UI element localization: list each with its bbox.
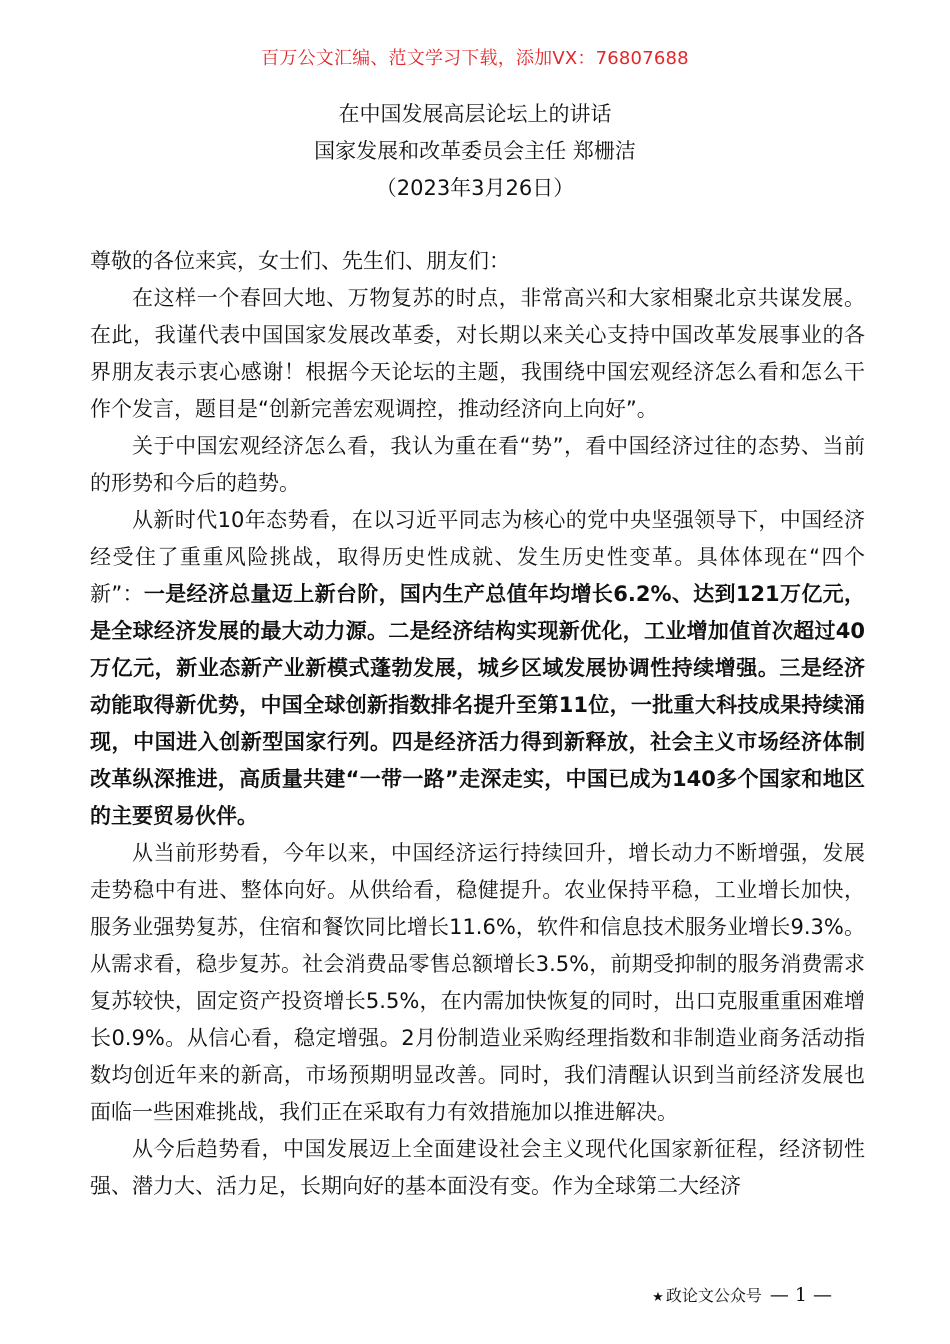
speech-title: 在中国发展高层论坛上的讲话 — [338, 102, 612, 126]
paragraph-decade-review — [90, 502, 865, 835]
decade-review-intro: 从新时代10年态势看，在以习近平同志为核心的党中央坚强领导下，中国经济经受住了重重风险挑战，取得历史性成就、发生历史性变革。具体体现在“四个新”： — [90, 508, 865, 606]
page-number: — 1 — — [769, 1284, 832, 1306]
salutation: 尊敬的各位来宾，女士们、先生们、朋友们： — [90, 249, 510, 273]
four-new-highlights: 一是经济总量迈上新台阶，国内生产总值年均增长6.2%、达到121万亿元，是全球经济发展的最大动力源。二是经济结构实现新优化，工业增加值首次超过40万亿元，新业态新产业新模式蓬勃发展，城乡区域发展协调性持续增强。三是经济动能取得新优势，中国全球创新指数排名提升至第11位，一批重大科技成果持续涌现，中国进入创新型国家行列。四是经济活力得到新释放，社会主义市场经济体制改革纵深推进，高质量共建“一带一路”走深走实，中国已成为140多个国家和地区的主要贸易伙伴。 — [90, 582, 865, 828]
download-banner: 百万公文汇编、范文学习下载，添加VX：76807688 — [261, 48, 689, 69]
footer-source: 政论文公众号 — [665, 1286, 762, 1305]
speaker-line: 国家发展和改革委员会主任 郑栅洁 — [314, 139, 636, 163]
speech-body — [90, 243, 865, 1205]
speech-title-block — [0, 96, 950, 207]
page-footer — [652, 1283, 832, 1306]
star-icon: ★ — [652, 1290, 664, 1305]
paragraph-current-situation: 从当前形势看，今年以来，中国经济运行持续回升，增长动力不断增强，发展走势稳中有进、整体向好。从供给看，稳健提升。农业保持平稳，工业增长加快，服务业强势复苏，住宿和餐饮同比增长11.6%，软件和信息技术服务业增长9.3%。从需求看，稳步复苏。社会消费品零售总额增长3.5%，前期受抑制的服务消费需求复苏较快，固定资产投资增长5.5%，在内需加快恢复的同时，出口克服重重困难增长0.9%。从信心看，稳定增强。2月份制造业采购经理指数和非制造业商务活动指数均创近年来的新高，市场预期明显改善。同时，我们清醒认识到当前经济发展也面临一些困难挑战，我们正在采取有力有效措施加以推进解决。 — [90, 841, 865, 1124]
paragraph-opening: 在这样一个春回大地、万物复苏的时点，非常高兴和大家相聚北京共谋发展。在此，我谨代表中国国家发展改革委，对长期以来关心支持中国改革发展事业的各界朋友表示衷心感谢！根据今天论坛的主题，我围绕中国宏观经济怎么看和怎么干作个发言，题目是“创新完善宏观调控，推动经济向上向好”。 — [90, 286, 865, 421]
paragraph-future-trend: 从今后趋势看，中国发展迈上全面建设社会主义现代化国家新征程，经济韧性强、潜力大、活力足，长期向好的基本面没有变。作为全球第二大经济 — [90, 1137, 865, 1198]
paragraph-momentum: 关于中国宏观经济怎么看，我认为重在看“势”，看中国经济过往的态势、当前的形势和今后的趋势。 — [90, 434, 865, 495]
speech-date: （2023年3月26日） — [375, 176, 575, 200]
